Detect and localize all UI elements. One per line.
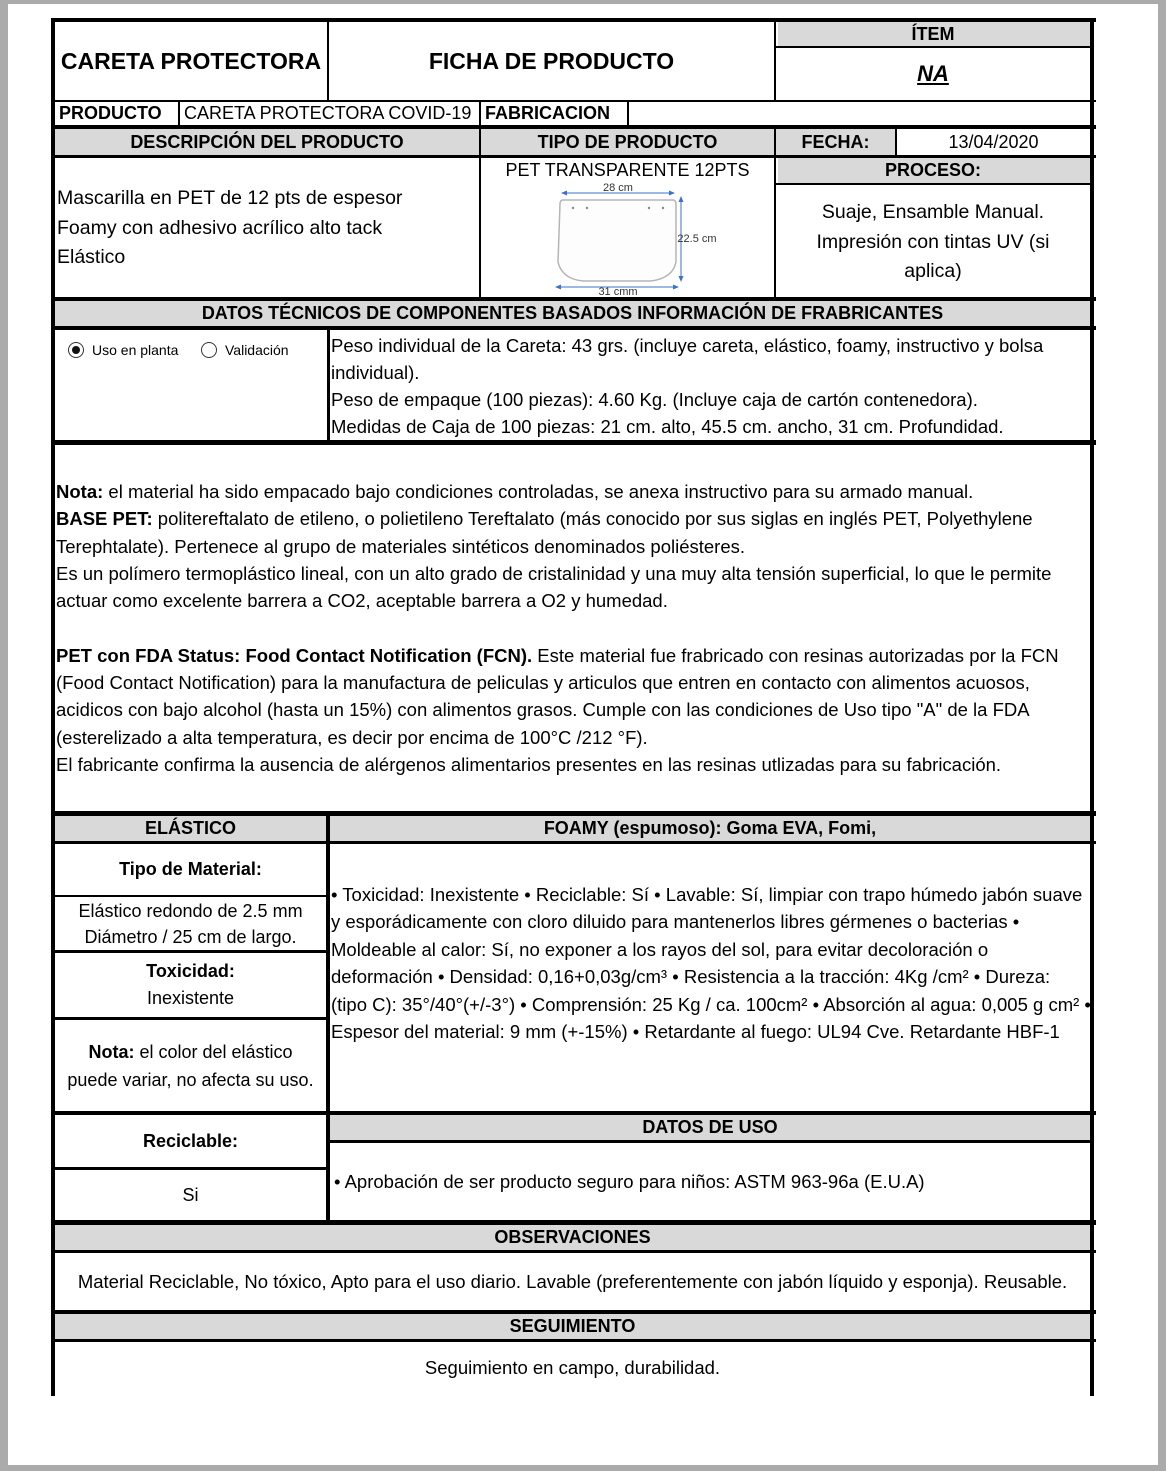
seguimiento-header: SEGUIMIENTO — [509, 1316, 636, 1336]
fabricacion-label: FABRICACION — [485, 103, 610, 123]
fda-paragraph — [56, 642, 1088, 751]
base-pet-text: politereftalato de etileno, o polietileno Tereftalato (más conocido por sus siglas en inglés PET, Polyethylene Terephtalate). Pertenece al grupo de materiales sintéticos denominados poliésteres. — [56, 508, 1033, 557]
proceso-line: Impresión con tintas UV (si — [816, 230, 1050, 253]
tipo-material-value — [55, 897, 326, 950]
nota-elastico-label: Nota: — [88, 1041, 135, 1062]
observaciones-header: OBSERVACIONES — [494, 1227, 651, 1247]
nota-elastico-line: puede variar, no afecta su uso. — [67, 1069, 314, 1090]
descripcion-line: Elástico — [57, 246, 126, 268]
nota-paragraph — [56, 478, 1088, 505]
nota-elastico-line — [55, 1038, 326, 1066]
datos-tecnicos-line: Peso individual de la Careta: 43 grs. (incluye careta, elástico, foamy, instructivo y bolsa — [331, 335, 1044, 356]
header-left-title: CARETA PROTECTORA — [60, 47, 322, 74]
proceso-line: Suaje, Ensamble Manual. — [821, 201, 1045, 223]
producto-value: CARETA PROTECTORA COVID-19 — [184, 103, 472, 123]
line — [51, 326, 1096, 330]
foamy-properties: • Toxicidad: Inexistente • Reciclable: Sí • Lavable: Sí, limpiar con trapo húmedo jabón suave y esporádicamente con cloro diluido para mantenerlos libres gérmenes o bacterias • Moldeable al calor: Sí, no exponer a los rayos del sol, para evitar decoloración o deformación • Densidad: 0,16+0,03g/cm³ • Resistencia a la tracción: 4Kg /cm² • Dureza: (tipo C): 35°/40°(+/-3°) • Comprensión: 25 Kg / ca. 100cm² • Absorción al agua: 0,005 g cm² • Espesor del material: 9 mm (+-15%) • Retardante al fuego: UL94 Cve. Retardante HBF-1 — [331, 884, 1091, 1043]
dim-top-label: 28 cm — [603, 182, 633, 194]
dim-bottom-label: 31 cmm — [598, 286, 638, 298]
header-center-title: FICHA DE PRODUCTO — [428, 47, 675, 74]
item-value-cell — [776, 48, 1090, 100]
descripcion-line: Foamy con adhesivo acrílico alto tack — [57, 216, 383, 239]
radio-selected-icon[interactable] — [68, 342, 84, 358]
toxicidad-cell — [55, 953, 326, 1017]
datos-tecnicos-line: Medidas de Caja de 100 piezas: 21 cm. alto, 45.5 cm. ancho, 31 cm. Profundidad. — [331, 416, 1004, 437]
toxicidad-value: Inexistente — [146, 988, 235, 1008]
fecha-value: 13/04/2020 — [897, 129, 1090, 155]
item-value: NA — [917, 61, 949, 86]
proceso-line: aplica) — [904, 260, 962, 282]
descripcion-content — [57, 184, 477, 279]
proceso-header: PROCESO: — [884, 160, 981, 180]
line — [327, 328, 330, 443]
polimero-paragraph: Es un polímero termoplástico lineal, con un alto grado de cristalinidad y una muy alta tensión superficial, lo que le permite actuar como excelente barrera a CO2, aceptable barrera a O2 y humedad. — [56, 562, 1052, 612]
dim-side-label: 22.5 cm — [677, 233, 717, 245]
fda-label: PET con FDA Status: Food Contact Notification (FCN). — [56, 644, 533, 666]
toxicidad-label: Toxicidad: — [146, 961, 235, 981]
base-pet-paragraph — [56, 505, 1088, 560]
line — [775, 183, 1093, 185]
reciclable-label: Reciclable: — [142, 1130, 239, 1151]
descripcion-line: Mascarilla en PET de 12 pts de espesor — [57, 187, 403, 209]
notes-block — [56, 478, 1088, 778]
line — [51, 440, 1096, 445]
fabricante-paragraph: El fabricante confirma la ausencia de alérgenos alimentarios presentes en las resinas utlizadas para su fabricación. — [56, 753, 1002, 775]
face-shield-outline — [558, 200, 676, 281]
datos-uso-header: DATOS DE USO — [642, 1117, 778, 1137]
proceso-content — [776, 198, 1090, 293]
producto-label: PRODUCTO — [59, 103, 162, 123]
elastico-header: ELÁSTICO — [144, 818, 236, 838]
border-right — [1090, 18, 1094, 1396]
nota-text: el material ha sido empacado bajo condiciones controladas, se anexa instructivo para su armado manual. — [103, 481, 974, 502]
radio-validacion-label: Validación — [225, 342, 289, 358]
datos-tecnicos-header: DATOS TÉCNICOS DE COMPONENTES BASADOS INFORMACIÓN DE FRABRICANTES — [201, 303, 944, 323]
foamy-header: FOAMY (espumoso): Goma EVA, Fomi, — [543, 818, 877, 838]
radio-uso-en-planta[interactable] — [68, 340, 178, 360]
datos-tecnicos-line: individual). — [331, 362, 420, 383]
descripcion-header: DESCRIPCIÓN DEL PRODUCTO — [130, 131, 404, 152]
tipo-producto-caption: PET TRANSPARENTE 12PTS — [505, 159, 750, 180]
datos-tecnicos-line: Peso de empaque (100 piezas): 4.60 Kg. (Incluye caja de cartón contenedora). — [331, 389, 978, 410]
document-page — [8, 4, 1158, 1465]
fda-text: Este material fue frabricado con resinas autorizadas por la FCN (Food Contact Notification) para la manufactura de peliculas y articulos que entren en contacto con alimentos acuosos, acidicos con bajo alcohol (hasta un 15%) con alimentos grasos. Cumple con las condiciones de Uso tipo "A" de la FDA (esterelizado a alta temperatura, es decir por encima de 100°C /212 °F). — [56, 644, 1059, 748]
radio-uso-label: Uso en planta — [92, 342, 179, 358]
fecha-label: FECHA: — [801, 131, 870, 152]
tipo-material-line: Elástico redondo de 2.5 mm — [78, 900, 303, 921]
datos-uso-text: • Aprobación de ser producto seguro para niños: ASTM 963-96a (E.U.A) — [334, 1170, 925, 1192]
radio-unselected-icon[interactable] — [201, 342, 217, 358]
observaciones-text: Material Reciclable, No tóxico, Apto para el uso diario. Lavable (preferentemente con jabón líquido y esponja). Reusable. — [77, 1270, 1068, 1292]
tipo-material-label: Tipo de Material: — [119, 859, 262, 879]
tipo-producto-header: TIPO DE PRODUCTO — [537, 131, 718, 152]
nota-elastico-cell — [55, 1020, 326, 1111]
item-label: ÍTEM — [911, 23, 955, 44]
tipo-material-line: Diámetro / 25 cm de largo. — [84, 926, 297, 947]
nota-elastico-text: el color del elástico — [134, 1041, 293, 1062]
base-pet-label: BASE PET: — [56, 508, 153, 530]
reciclable-value: Si — [182, 1184, 199, 1205]
radio-validacion[interactable] — [201, 340, 289, 360]
datos-tecnicos-content — [331, 332, 1089, 440]
nota-label: Nota: — [56, 481, 104, 502]
fabricacion-value — [629, 102, 1090, 125]
seguimiento-text: Seguimiento en campo, durabilidad. — [424, 1357, 721, 1378]
